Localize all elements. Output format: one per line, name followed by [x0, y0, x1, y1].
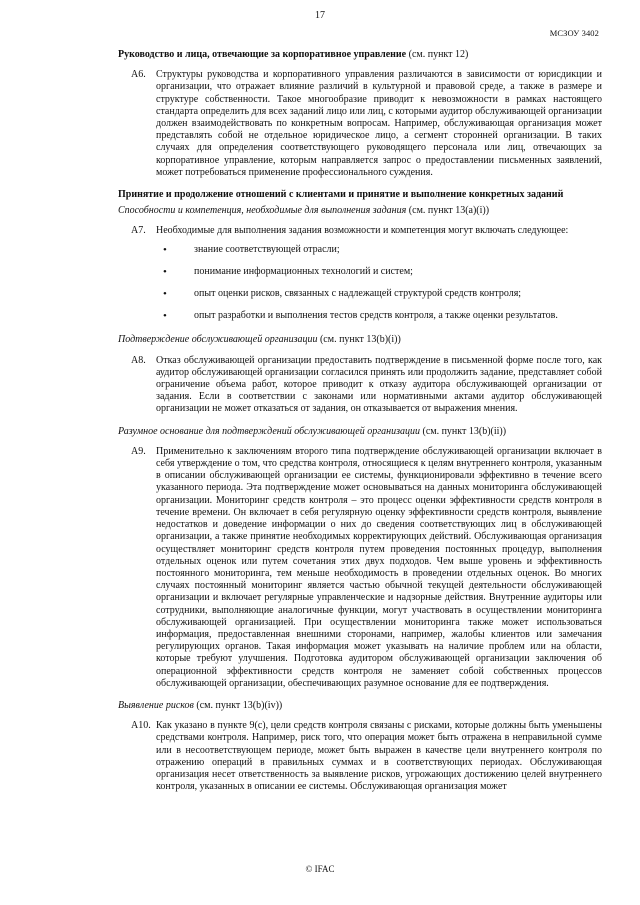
- document-body: [118, 49, 602, 793]
- standard-code: МСЗОУ 3402: [549, 28, 599, 38]
- subheading-basis-text: Разумное основание для подтверждений обслуживающей организации: [118, 425, 420, 437]
- subheading-competence-text: Способности и компетенция, необходимые для выполнения задания: [118, 205, 407, 217]
- list-item-text: опыт оценки рисков, связанных с надлежащей структурой средств контроля;: [194, 288, 522, 300]
- heading-management: [118, 49, 602, 61]
- list-item: [156, 266, 602, 278]
- subheading-confirmation-ref: (см. пункт 13(b)(i)): [317, 334, 401, 346]
- paragraph-text: Отказ обслуживающей организации предоставить подтверждение в письменной форме после того, как аудитор обслуживающей организации согласился принять или продолжить задание, представляет собой ограничение объема работ, которое приводит к отказу аудитора обслуживающей организации от задания. Если в соответствии с законами или нормативными актами аудитор обслуживающей организации не может отказаться от задания, он отказывается от выражения мнения.: [156, 354, 602, 415]
- paragraph-a7: [121, 225, 602, 237]
- subheading-risks-ref: (см. пункт 13(b)(iv)): [193, 699, 283, 711]
- bullet-icon: •: [163, 243, 167, 256]
- paragraph-text: Структуры руководства и корпоративного управления различаются в зависимости от юрисдикции и организации, что отражает влияние различий в культурной и правовой среде, а также в размере и структуре собственности. Такое многообразие приводит к невозможности в рамках настоящего стандарта определить для всех заданий лицо или лиц, с которыми аудитор обслуживающей организации должен взаимодействовать по конкретным вопросам. Например, обслуживающая организация может представлять собой не отдельное юридическое лицо, а сегмент сторонней организации. В таких случаях для определения соответствующего руководящего персонала или лиц, отвечающих за корпоративное управление, которым направляется запрос о предоставлении письменных заявлений, может потребоваться применение профессионального суждения.: [156, 69, 602, 178]
- paragraph-a10: [121, 720, 602, 793]
- subheading-basis-ref: (см. пункт 13(b)(ii)): [419, 425, 507, 437]
- list-item-text: опыт разработки и выполнения тестов средств контроля, а также оценки результатов.: [194, 310, 558, 322]
- list-item-text: знание соответствующей отрасли;: [194, 243, 340, 255]
- heading-management-text: Руководство и лица, отвечающие за корпоративное управление: [118, 49, 407, 60]
- heading-management-ref: (см. пункт 12): [406, 49, 469, 60]
- paragraph-text: Необходимые для выполнения задания возможности и компетенция могут включать следующее:: [156, 225, 569, 237]
- footer-copyright: © IFAC: [305, 864, 335, 874]
- paragraph-text: Применительно к заключениям второго типа подтверждение обслуживающей организации включает в себя утверждение о том, что средства контроля, относящиеся к целям внутреннего контроля, указанным в описании обслуживающей организации ее системы, функционировали эффективно в течение всего указанного периода. Эта подтверждение может основываться на данных мониторинга обслуживающей организации. Мониторинг средств контроля – это процесс оценки эффективности средств контроля в течение времени. Он включает в себя регулярную оценку эффективности средств контроля, выявление недостатков и доведение информации о них до сведения соответствующих лиц в обслуживающей организации, а также принятие необходимых корректирующих действий. Обслуживающая организация осуществляет мониторинг средств контроля путем проведения постоянных процедур, выполнения отдельных оценок или путем сочетания этих двух подходов. Чем выше уровень и эффективность постоянного мониторинга, тем меньше необходимость в проведении отдельных оценок. Во многих случаях постоянный мониторинг является частью обычной текущей деятельности обслуживающей организации и включает регулярные управленческие и надзорные действия. Внутренние аудиторы или сотрудники, выполняющие аналогичные функции, могут участвовать в осуществлении мониторинга обслуживающей организацией. При осуществлении мониторинга также может использоваться информация, предоставленная внешними сторонами, например, жалобы клиентов или замечания регулирующих органов. Такая информация может указывать на наличие проблем или на области, которые требуют улучшения. Подготовка аудитором обслуживающей организации заключения об операционной эффективности средств контроля не заменяет собой собственных процессов обслуживающей организации, обеспечивающих разумное основание для ее подтверждения.: [156, 445, 602, 689]
- bullet-icon: •: [163, 265, 167, 278]
- list-item: [156, 310, 602, 322]
- bullet-icon: •: [163, 288, 167, 301]
- paragraph-label: A6.: [131, 69, 146, 81]
- page-number: 17: [315, 10, 325, 21]
- list-item-text: понимание информационных технологий и систем;: [194, 265, 413, 277]
- list-item: [156, 244, 602, 256]
- subheading-risks-text: Выявление рисков: [118, 699, 194, 711]
- heading-acceptance: [118, 189, 602, 201]
- paragraph-label: A7.: [131, 225, 146, 237]
- subheading-competence-ref: (см. пункт 13(a)(i)): [406, 205, 490, 217]
- bullet-list: [156, 244, 602, 323]
- paragraph-a6: [121, 69, 602, 179]
- subheading-risks: [118, 700, 602, 712]
- paragraph-label: A10.: [131, 720, 151, 732]
- list-item: [156, 288, 602, 300]
- subheading-competence: [118, 205, 602, 217]
- paragraph-label: A8.: [131, 354, 146, 366]
- subheading-confirmation: [118, 334, 602, 346]
- paragraph-a9: [121, 446, 602, 690]
- paragraph-a8: [121, 355, 602, 416]
- subheading-basis: [118, 426, 602, 438]
- paragraph-text: Как указано в пункте 9(c), цели средств контроля связаны с рисками, которые должны быть уменьшены средствами контроля. Например, риск того, что операция может быть отражена в неправильной сумме или в несоответствующем периоде, может быть выражен в качестве цели внутреннего контроля по отражению операций в правильных суммах и в соответствующих периодах. Обслуживающая организация несет ответственность за выявление рисков, угрожающих достижению целей внутреннего контроля, указанных в описании ее системы. Обслуживающая организация может: [156, 720, 602, 793]
- bullet-icon: •: [163, 310, 167, 323]
- paragraph-label: A9.: [131, 445, 146, 457]
- heading-acceptance-text: Принятие и продолжение отношений с клиентами и принятие и выполнение конкретных заданий: [118, 189, 564, 201]
- subheading-confirmation-text: Подтверждение обслуживающей организации: [118, 334, 318, 346]
